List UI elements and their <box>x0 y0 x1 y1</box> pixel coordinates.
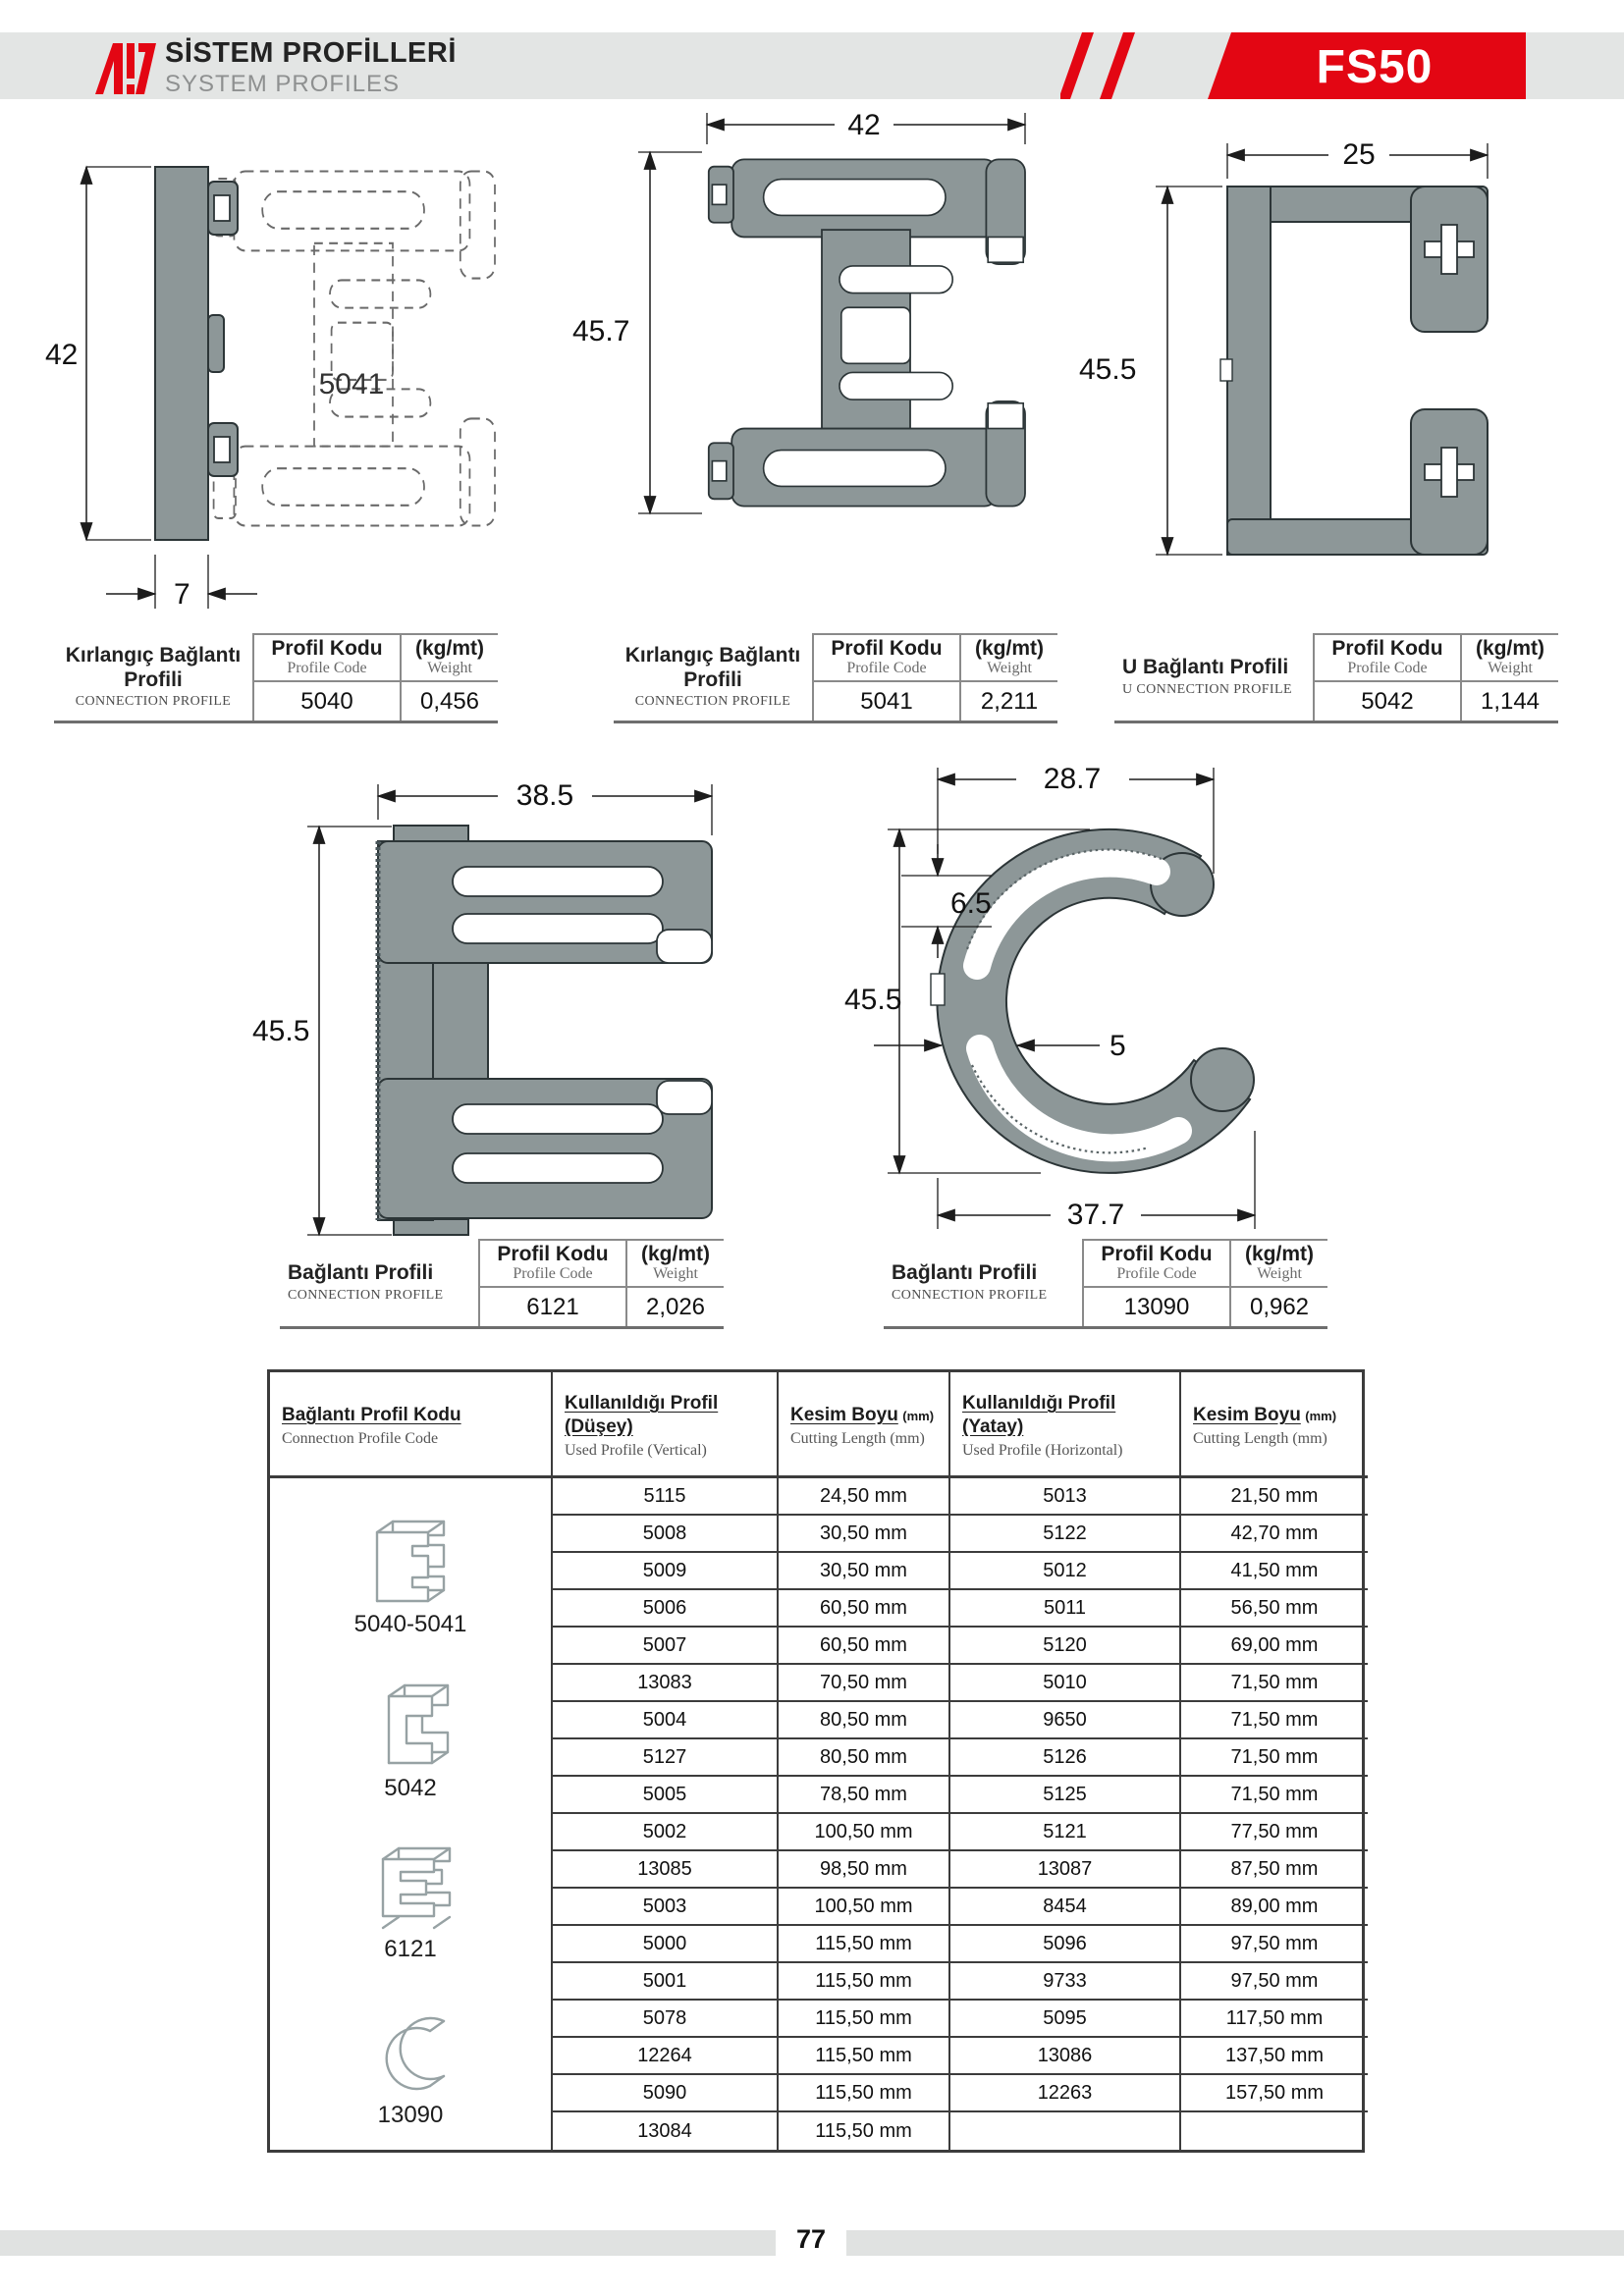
dim-label-topwidth-13090: 28.7 <box>1043 763 1102 795</box>
isometric-6121-icon <box>350 1828 471 1938</box>
profile-code-cell: 12264 <box>553 2038 779 2075</box>
spec-table-5042 <box>1114 633 1558 723</box>
profile-code-cell: 9733 <box>950 1963 1181 2001</box>
cutting-length-cell: 115,50 mm <box>779 2112 950 2150</box>
cutting-length-cell: 115,50 mm <box>779 2038 950 2075</box>
weight-header: (kg/mt) <box>1476 637 1544 660</box>
cutting-length-cell: 41,50 mm <box>1181 1553 1368 1590</box>
cutting-length-cell: 87,50 mm <box>1181 1851 1368 1889</box>
weight-header: (kg/mt) <box>641 1243 710 1265</box>
spec-table-13090 <box>884 1239 1327 1329</box>
col-header-profile-code: Bağlantı Profil Kodu Connectıon Profile Code <box>270 1372 553 1478</box>
profile-code-cell: 5127 <box>553 1739 779 1777</box>
footer-band-right <box>846 2230 1624 2256</box>
profile-code-cell: 5125 <box>950 1777 1181 1814</box>
ghost-profile-5041 <box>214 172 495 526</box>
code-header: Profil Kodu <box>831 637 943 660</box>
dim-label-width-5042: 25 <box>1342 138 1376 171</box>
cutting-length-cell: 115,50 mm <box>779 2001 950 2038</box>
weight-value: 0,456 <box>419 687 480 715</box>
sketch-label: 5040-5041 <box>353 1610 467 1637</box>
sketch-5042 <box>350 1663 471 1802</box>
profile-5041-body <box>709 159 1025 506</box>
profile-name-en: CONNECTION PROFILE <box>634 693 791 709</box>
profile-code-cell: 5010 <box>950 1665 1181 1702</box>
profile-code-cell: 5096 <box>950 1926 1181 1963</box>
series-badge-label: FS50 <box>1316 41 1434 93</box>
weight-header-en: Weight <box>427 660 472 677</box>
profile-code-cell: 5121 <box>950 1814 1181 1851</box>
profile-name-cell <box>280 1239 478 1326</box>
profile-code-value: 6121 <box>526 1293 579 1320</box>
profile-code-value: 5041 <box>860 687 913 715</box>
profile-name: Bağlantı Profili <box>288 1261 434 1285</box>
weight-header: (kg/mt) <box>975 637 1044 660</box>
weight-value: 2,026 <box>645 1293 706 1320</box>
cutting-length-cell: 21,50 mm <box>1181 1478 1368 1516</box>
weight-value: 1,144 <box>1480 687 1541 715</box>
profile-name-en: CONNECTION PROFILE <box>288 1287 444 1303</box>
profile-code-column <box>1313 633 1460 721</box>
weight-header: (kg/mt) <box>1245 1243 1314 1265</box>
cutting-length-cell: 60,50 mm <box>779 1628 950 1665</box>
col-header-used-profile-horizontal: Kullanıldığı Profil (Yatay) Used Profile (Horizontal) <box>950 1372 1181 1478</box>
profile-name: Bağlantı Profili <box>892 1261 1038 1285</box>
dim-label-height-5042: 45.5 <box>1079 353 1137 386</box>
profile-code-cell: 5003 <box>553 1889 779 1926</box>
sketch-label: 5042 <box>384 1775 437 1802</box>
dim-label-width-5040: 7 <box>174 578 190 611</box>
weight-header-en: Weight <box>987 660 1032 677</box>
profile-code-cell: 5078 <box>553 2001 779 2038</box>
profile-code-cell: 5011 <box>950 1590 1181 1628</box>
cutting-length-cell: 78,50 mm <box>779 1777 950 1814</box>
profile-name-cell <box>614 633 812 721</box>
dim-label-height-6121: 45.5 <box>252 1015 310 1047</box>
profile-code-cell: 5009 <box>553 1553 779 1590</box>
col-header-cutting-length-horizontal: Kesim Boyu (mm) Cutting Length (mm) <box>1181 1372 1368 1478</box>
profile-code-cell: 5126 <box>950 1739 1181 1777</box>
profile-code-cell: 5012 <box>950 1553 1181 1590</box>
cutting-length-cell: 117,50 mm <box>1181 2001 1368 2038</box>
spec-table-5040 <box>54 633 498 723</box>
dim-label-wall-13090: 5 <box>1110 1030 1126 1062</box>
cutting-length-cell: 71,50 mm <box>1181 1777 1368 1814</box>
profile-code-value: 5040 <box>300 687 353 715</box>
profile-code-cell: 13083 <box>553 1665 779 1702</box>
profile-code-cell: 5090 <box>553 2075 779 2112</box>
profile-name: U Bağlantı Profili <box>1122 656 1289 679</box>
profile-code-cell: 5001 <box>553 1963 779 2001</box>
profile-code-value: 13090 <box>1123 1293 1190 1320</box>
ghost-profile-label: 5041 <box>318 368 385 400</box>
col-header-cutting-length-vertical: Kesim Boyu (mm) Cutting Length (mm) <box>779 1372 950 1478</box>
code-header-en: Profile Code <box>287 660 367 677</box>
cutting-length-cell: 80,50 mm <box>779 1739 950 1777</box>
drawing-13090 <box>844 707 1355 1266</box>
spec-table-6121 <box>280 1239 724 1329</box>
drawing-5040 <box>39 113 501 623</box>
profile-code-cell: 12263 <box>950 2075 1181 2112</box>
profile-code-cell: 5120 <box>950 1628 1181 1665</box>
profile-code-column <box>478 1239 625 1326</box>
spec-table-5041 <box>614 633 1057 723</box>
drawing-5041 <box>545 83 1036 594</box>
weight-header-en: Weight <box>653 1265 698 1283</box>
dim-label-width-5041: 42 <box>847 109 881 141</box>
profile-name: Kırlangıç Bağlantı Profili <box>624 644 801 691</box>
cutting-length-cell: 115,50 mm <box>779 1963 950 2001</box>
sketch-13090 <box>350 1988 471 2129</box>
dim-label-width-6121: 38.5 <box>515 779 574 812</box>
profile-code-cell: 5008 <box>553 1516 779 1553</box>
code-header: Profil Kodu <box>1331 637 1443 660</box>
profile-5040-body <box>155 167 208 540</box>
code-header-en: Profile Code <box>1116 1265 1197 1283</box>
page-title: SİSTEM PROFİLLERİ <box>165 37 457 69</box>
profile-code-cell: 5004 <box>553 1702 779 1739</box>
cutting-length-cell: 97,50 mm <box>1181 1926 1368 1963</box>
profile-code-cell: 13087 <box>950 1851 1181 1889</box>
page-subtitle: SYSTEM PROFILES <box>165 71 401 97</box>
profile-code-cell: 5115 <box>553 1478 779 1516</box>
footer-band-left <box>0 2230 776 2256</box>
cutting-length-cell: 42,70 mm <box>1181 1516 1368 1553</box>
code-header: Profil Kodu <box>497 1243 609 1265</box>
code-header-en: Profile Code <box>513 1265 593 1283</box>
profile-code-cell: 5002 <box>553 1814 779 1851</box>
profile-code-column <box>812 633 959 721</box>
company-logo-icon <box>93 39 156 96</box>
weight-column <box>1460 633 1558 721</box>
cutting-length-cell: 89,00 mm <box>1181 1889 1368 1926</box>
profile-code-cell: 13086 <box>950 2038 1181 2075</box>
dim-label-armthickness-13090: 6.5 <box>950 887 992 920</box>
cutting-length-cell: 100,50 mm <box>779 1889 950 1926</box>
profile-code-cell: 13084 <box>553 2112 779 2150</box>
brand-block <box>165 37 457 98</box>
profile-5042-body <box>1220 187 1488 555</box>
profile-code-value: 5042 <box>1361 687 1414 715</box>
profile-code-cell: 5000 <box>553 1926 779 1963</box>
cutting-length-cell: 115,50 mm <box>779 2075 950 2112</box>
cutting-length-table <box>267 1369 1365 2153</box>
isometric-5042-icon <box>350 1663 471 1777</box>
code-header: Profil Kodu <box>271 637 383 660</box>
cutting-length-cell: 97,50 mm <box>1181 1963 1368 2001</box>
profile-6121-body <box>378 826 712 1235</box>
code-header-en: Profile Code <box>1347 660 1428 677</box>
dim-label-bottomwidth-13090: 37.7 <box>1066 1199 1125 1231</box>
cutting-length-cell: 30,50 mm <box>779 1553 950 1590</box>
profile-code-cell: 5095 <box>950 2001 1181 2038</box>
weight-column <box>959 633 1057 721</box>
isometric-13090-icon <box>350 1988 471 2104</box>
isometric-5040-5041-icon <box>350 1495 471 1613</box>
cutting-length-cell: 100,50 mm <box>779 1814 950 1851</box>
sketch-label: 6121 <box>384 1935 437 1962</box>
page-number: 77 <box>795 2224 827 2254</box>
profile-13090-body <box>931 829 1254 1173</box>
profile-code-cell: 5005 <box>553 1777 779 1814</box>
code-header-en: Profile Code <box>846 660 927 677</box>
profile-name-en: CONNECTION PROFILE <box>892 1287 1048 1303</box>
profile-code-cell: 5006 <box>553 1590 779 1628</box>
profile-code-cell: 5122 <box>950 1516 1181 1553</box>
cutting-length-cell: 115,50 mm <box>779 1926 950 1963</box>
col-header-used-profile-vertical: Kullanıldığı Profil (Düşey) Used Profile (Vertical) <box>553 1372 779 1478</box>
cutting-length-cell: 70,50 mm <box>779 1665 950 1702</box>
code-header: Profil Kodu <box>1101 1243 1213 1265</box>
profile-code-cell: 5013 <box>950 1478 1181 1516</box>
profile-code-cell: 13085 <box>553 1851 779 1889</box>
profile-code-cell: 5007 <box>553 1628 779 1665</box>
cutting-length-cell: 24,50 mm <box>779 1478 950 1516</box>
cutting-length-cell: 157,50 mm <box>1181 2075 1368 2112</box>
cutting-length-cell: 71,50 mm <box>1181 1665 1368 1702</box>
drawing-6121 <box>250 751 722 1252</box>
profile-sketch-column <box>270 1478 553 2150</box>
profile-code-column <box>1082 1239 1229 1326</box>
cutting-length-cell: 98,50 mm <box>779 1851 950 1889</box>
profile-name: Kırlangıç Bağlantı Profili <box>65 644 242 691</box>
weight-header-en: Weight <box>1488 660 1533 677</box>
series-badge <box>1060 32 1526 99</box>
dim-label-height-13090: 45.5 <box>844 984 902 1016</box>
weight-column <box>625 1239 724 1326</box>
cutting-length-cell: 60,50 mm <box>779 1590 950 1628</box>
weight-value: 2,211 <box>980 687 1039 715</box>
cutting-length-cell: 56,50 mm <box>1181 1590 1368 1628</box>
profile-code-cell: 8454 <box>950 1889 1181 1926</box>
cutting-length-cell <box>1181 2112 1368 2150</box>
weight-value: 0,962 <box>1249 1293 1310 1320</box>
sketch-label: 13090 <box>377 2102 444 2129</box>
cutting-length-cell: 69,00 mm <box>1181 1628 1368 1665</box>
dim-label-height-5041: 45.7 <box>572 315 630 347</box>
cutting-length-cell: 77,50 mm <box>1181 1814 1368 1851</box>
sketch-6121 <box>350 1828 471 1963</box>
cutting-length-cell: 30,50 mm <box>779 1516 950 1553</box>
dim-label-height-5040: 42 <box>45 339 79 371</box>
weight-header: (kg/mt) <box>415 637 484 660</box>
weight-column <box>400 633 498 721</box>
weight-header-en: Weight <box>1257 1265 1302 1283</box>
cutting-length-cell: 80,50 mm <box>779 1702 950 1739</box>
profile-code-column <box>252 633 400 721</box>
cutting-length-cell: 71,50 mm <box>1181 1739 1368 1777</box>
weight-column <box>1229 1239 1327 1326</box>
profile-name-en: CONNECTION PROFILE <box>75 693 232 709</box>
profile-code-cell <box>950 2112 1181 2150</box>
cutting-length-cell: 137,50 mm <box>1181 2038 1368 2075</box>
drawing-5042 <box>1065 108 1556 599</box>
profile-code-cell: 9650 <box>950 1702 1181 1739</box>
sketch-5040-5041 <box>350 1495 471 1638</box>
profile-name-cell <box>1114 633 1313 721</box>
profile-name-cell <box>54 633 252 721</box>
cutting-length-cell: 71,50 mm <box>1181 1702 1368 1739</box>
profile-name-cell <box>884 1239 1082 1326</box>
profile-name-en: U CONNECTION PROFILE <box>1122 681 1292 697</box>
